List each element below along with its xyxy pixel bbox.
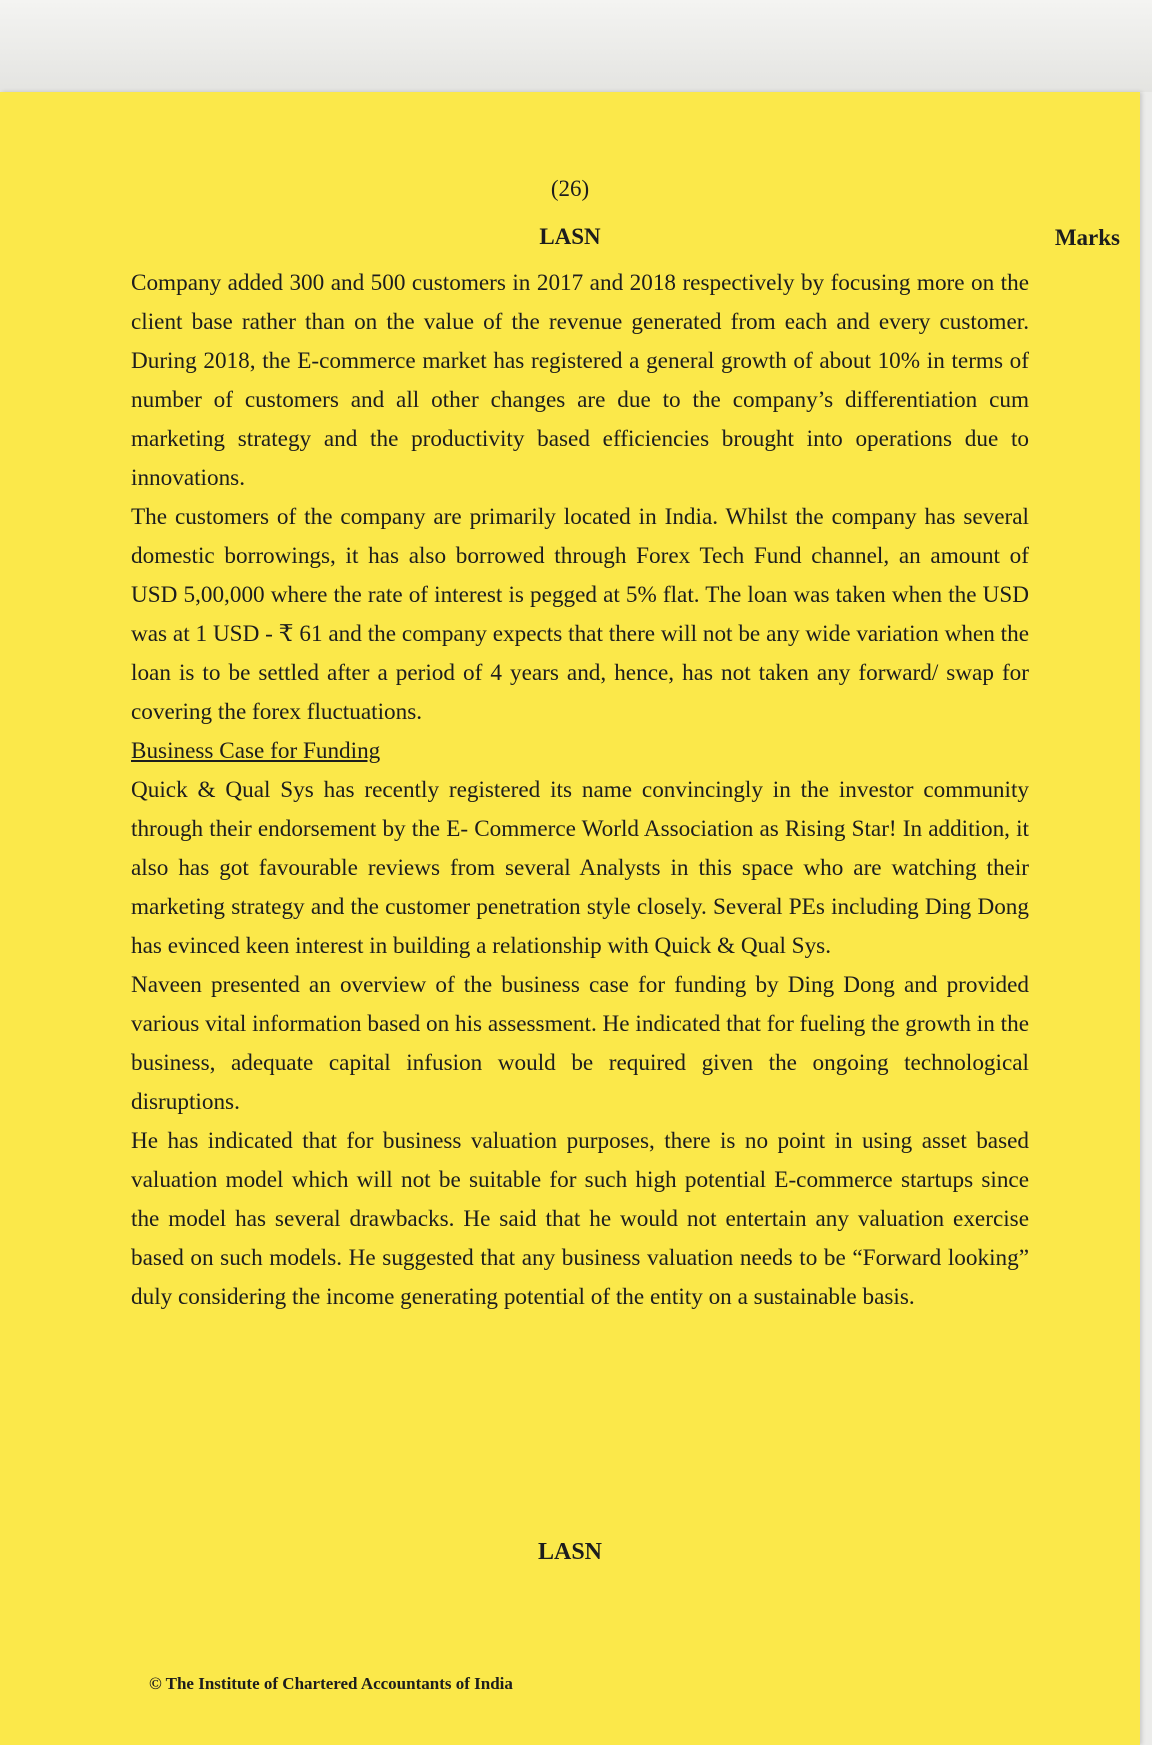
page-number: (26): [550, 176, 590, 201]
paragraph-forex-borrowing: The customers of the company are primarily located in India. Whilst the company has several domestic borrowings, it has also borrowed through Forex Tech Fund channel, an amount of USD 5,00,000 where the rate of interest is pegged at 5% flat. The loan was taken when the USD was at 1 USD - ₹ 61 and the company expects that there will not be any wide variation when the loan is to be settled after a period of 4 years and, hence, has not taken any forward/ swap for covering the forex fluctuations.: [131, 504, 1029, 725]
copyright-notice: © The Institute of Chartered Accountants of India: [149, 1674, 513, 1693]
paragraph-valuation-approach: He has indicated that for business valuation purposes, there is no point in using asset based valuation model which will not be suitable for such high potential E-commerce startups since the model has several drawbacks. He said that he would not entertain any valuation exercise based on such models. He suggested that any business valuation needs to be “Forward looking” duly considering the income generating potential of the entity on a sustainable basis.: [131, 1128, 1029, 1310]
marks-column-label: Marks: [1054, 225, 1120, 250]
paragraph-naveen-overview: Naveen presented an overview of the business case for funding by Ding Dong and provided various vital information based on his assessment. He indicated that for fueling the growth in the business, adequate capital infusion would be required given the ongoing technological disruptions.: [131, 972, 1029, 1115]
paragraph-investor-community: Quick & Qual Sys has recently registered its name convincingly in the investor community through their endorsement by the E- Commerce World Association as Rising Star! In addition, it also has got favourable reviews from several Analysts in this space who are watching their marketing strategy and the customer penetration style closely. Several PEs including Ding Dong has evinced keen interest in building a relationship with Quick & Qual Sys.: [131, 777, 1029, 959]
body-text: [131, 264, 1029, 1317]
document-page: [0, 92, 1140, 1745]
footer-paper-code: LASN: [537, 1539, 603, 1565]
paragraph-customer-growth: Company added 300 and 500 customers in 2017 and 2018 respectively by focusing more on the client base rather than on the value of the revenue generated from each and every customer. During 2018, the E-commerce market has registered a general growth of about 10% in terms of number of customers and all other changes are due to the company’s differentiation cum marketing strategy and the productivity based efficiencies brought into operations due to innovations.: [131, 270, 1029, 491]
scanner-margin: [0, 0, 1152, 92]
section-heading-business-case: Business Case for Funding: [131, 738, 381, 764]
header-paper-code: LASN: [539, 224, 601, 249]
